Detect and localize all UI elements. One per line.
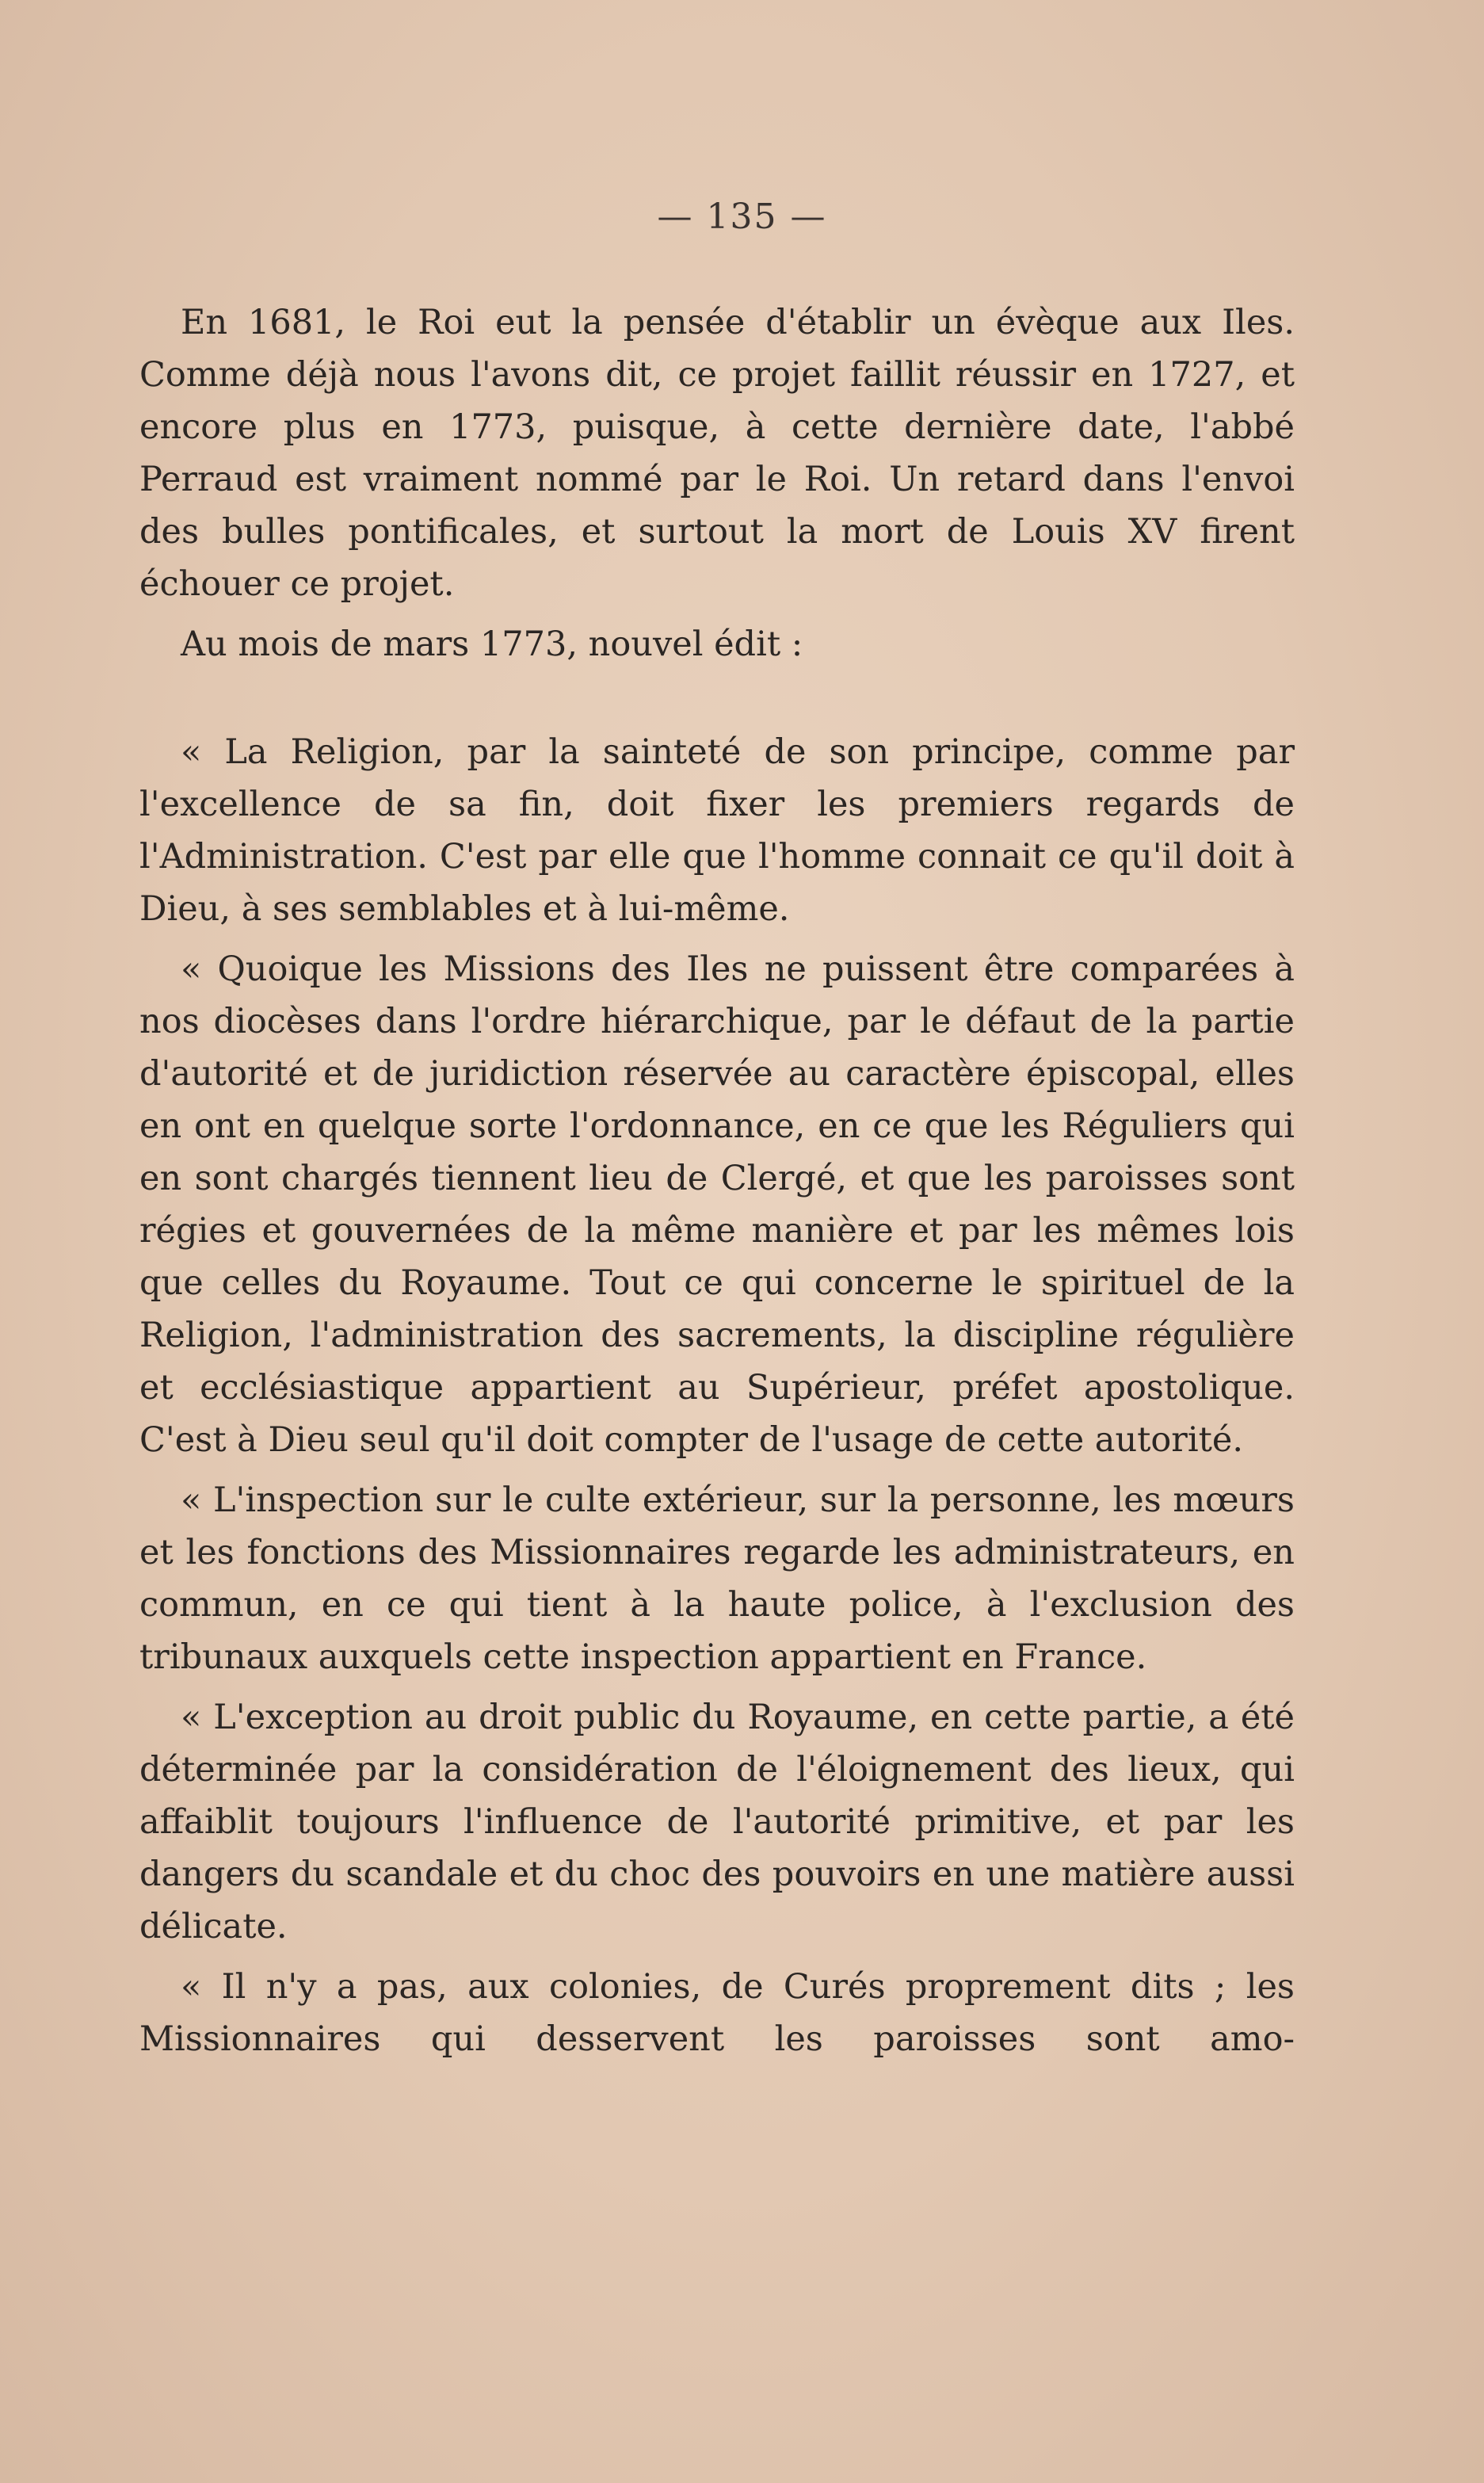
paragraph-7: « Il n'y a pas, aux colonies, de Curés proprement dits ; les Missionnaires qui desservent les paroisses sont amo-	[139, 1967, 1295, 2059]
paragraph-5: « L'inspection sur le culte extérieur, sur la personne, les mœurs et les fonctions des Missionnaires regarde les administrateurs, en commun, en ce qui tient à la haute police, à l'exclusion des tribunaux auxquels cette inspection appartient en France.	[139, 1480, 1295, 1677]
paragraph-3: « La Religion, par la sainteté de son principe, comme par l'excellence de sa fin, doit fixer les premiers regards de l'Administration. C'est par elle que l'homme connait ce qu'il doit à Dieu, à ses semblables et à lui-même.	[139, 732, 1295, 929]
paragraph-6: « L'exception au droit public du Royaume, en cette partie, a été déterminée par la considération de l'éloignement des lieux, qui affaiblit toujours l'influence de l'autorité primitive, et par les dangers du scandale et du choc des pouvoirs en une matière aussi délicate.	[139, 1698, 1295, 1946]
paragraph-4: « Quoique les Missions des Iles ne puissent être comparées à nos diocèses dans l'ordre hiérarchique, par le défaut de la partie d'autorité et de juridiction réservée au caractère épiscopal, elles en ont en quelque sorte l'ordonnance, en ce que les Réguliers qui en sont chargés tiennent lieu de Clergé, et que les paroisses sont régies et gouvernées de la même manière et par les mêmes lois que celles du Royaume. Tout ce qui concerne le spirituel de la Religion, l'administration des sacrements, la discipline régulière et ecclésiastique appartient au Supérieur, préfet apostolique. C'est à Dieu seul qu'il doit compter de l'usage de cette autorité.	[139, 949, 1295, 1460]
paragraph-1: En 1681, le Roi eut la pensée d'établir un évèque aux Iles. Comme déjà nous l'avons dit, ce projet faillit réussir en 1727, et encore plus en 1773, puisque, à cette dernière date, l'abbé Perraud est vraiment nommé par le Roi. Un retard dans l'envoi des bulles pontificales, et surtout la mort de Louis XV firent échouer ce projet.	[139, 303, 1295, 604]
body-text	[139, 296, 1295, 2073]
page-number: — 135 —	[657, 197, 827, 237]
paragraph-2: Au mois de mars 1773, nouvel édit :	[181, 625, 803, 664]
